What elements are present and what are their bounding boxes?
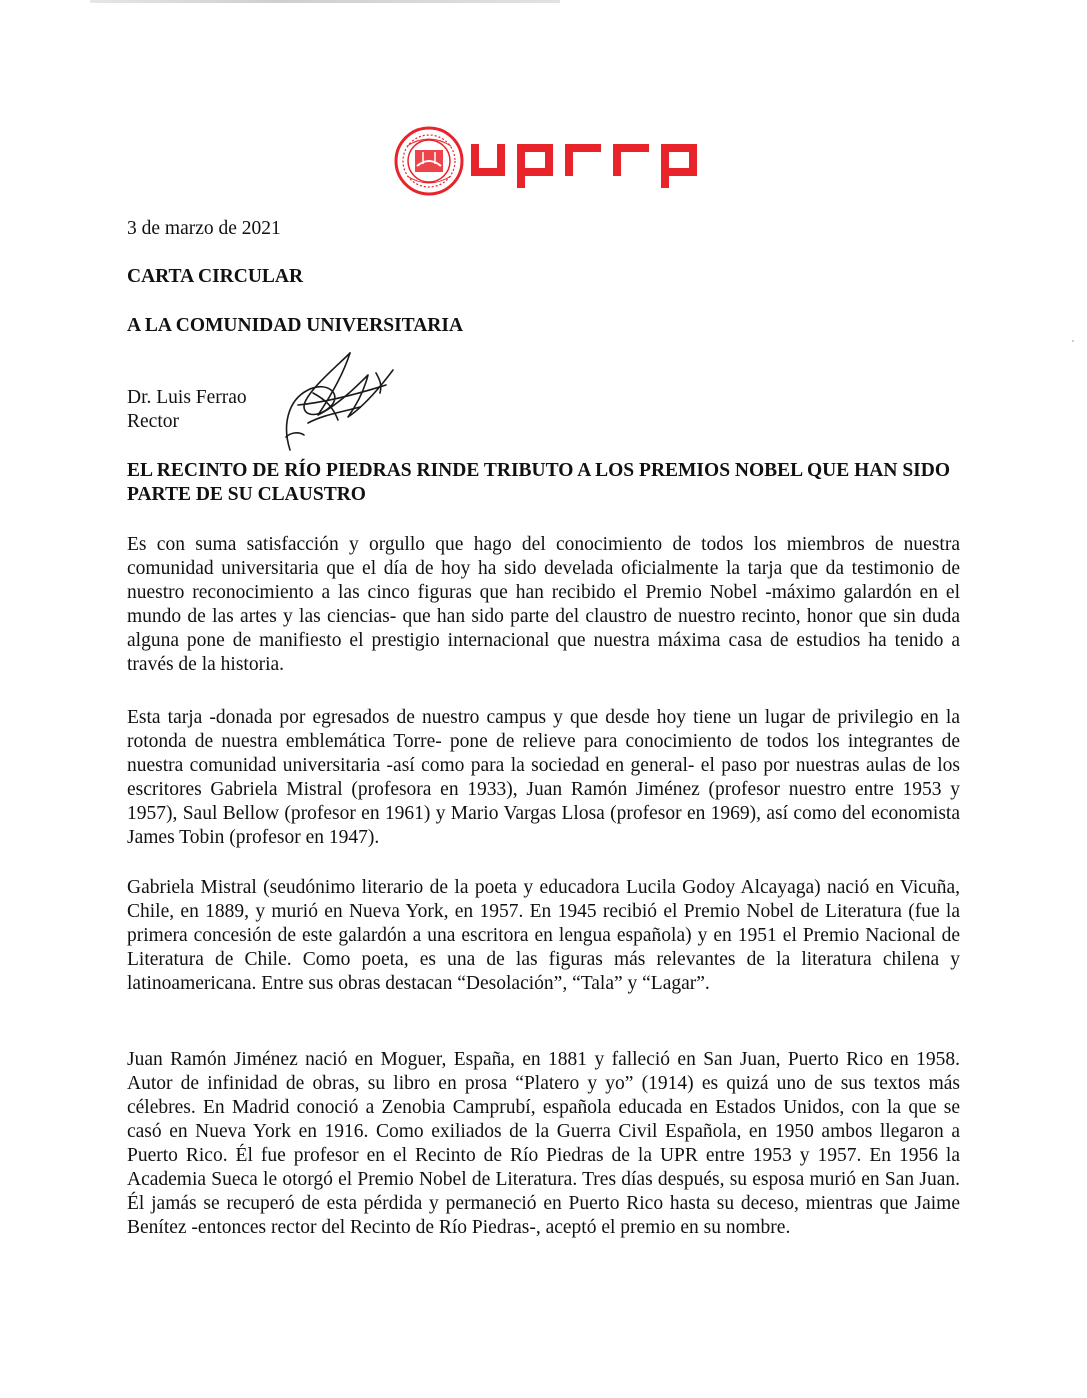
- letter-recipients: A LA COMUNIDAD UNIVERSITARIA: [127, 315, 464, 336]
- author-name: Dr. Luis Ferrao: [127, 387, 247, 408]
- scan-speck: [1072, 340, 1074, 342]
- paragraph: Esta tarja -donada por egresados de nuestro campus y que desde hoy tiene un lugar de privilegio en la rotonda de nuestra emblemática Torre- pone de relieve para conocimiento de todos los integrantes de nuestra comunidad universitaria -así como para la sociedad en general- el paso por nuestras aulas de los escritores Gabriela Mistral (profesora en 1933), Juan Ramón Jiménez (profesor nuestro entre 1953 y 1957), Saul Bellow (profesor en 1961) y Mario Vargas Llosa (profesor en 1969), así como del economista James Tobin (profesor en 1947).: [127, 707, 960, 848]
- seal-icon: [396, 128, 462, 194]
- paragraph: Juan Ramón Jiménez nació en Moguer, España, en 1881 y falleció en San Juan, Puerto Rico en 1958. Autor de infinidad de obras, su libro en prosa “Platero y yo” (1914) es quizá uno de sus textos más célebres. En Madrid conoció a Zenobia Camprubí, española educada en Estados Unidos, con la que se casó en Nueva York en 1916. Como exiliados de la Guerra Civil Española, en 1950 ambos llegaron a Puerto Rico. Él fue profesor en el Recinto de Río Piedras de la UPR entre 1953 y 1957. En 1956 la Academia Sueca le otorgó el Premio Nobel de Literatura. Tres días después, su esposa murió en San Juan. Él jamás se recuperó de esta pérdida y permaneció en Puerto Rico hasta su deceso, mientras que Jaime Benítez -entonces rector del Recinto de Río Piedras-, aceptó el premio en su nombre.: [127, 1049, 960, 1238]
- scan-artifact-line: [90, 0, 560, 3]
- uprrp-logo: [393, 126, 699, 196]
- letter-date: 3 de marzo de 2021: [127, 218, 281, 239]
- author-title: Rector: [127, 411, 179, 432]
- letter-type: CARTA CIRCULAR: [127, 266, 304, 287]
- paragraph: Gabriela Mistral (seudónimo literario de la poeta y educadora Lucila Godoy Alcayaga) nació en Vicuña, Chile, en 1889, y murió en Nueva York, en 1957. En 1945 recibió el Premio Nobel de Literatura (fue la primera concesión de este galardón a una escritora en lengua española) y en 1951 el Premio Nacional de Literatura de Chile. Como poeta, es una de las figuras más relevantes de la literatura chilena y latinoamericana. Entre sus obras destacan “Desolación”, “Tala” y “Lagar”.: [127, 877, 960, 994]
- signature: [268, 345, 408, 460]
- uprrp-wordmark: [471, 144, 697, 188]
- letter-heading: EL RECINTO DE RÍO PIEDRAS RINDE TRIBUTO A LOS PREMIOS NOBEL QUE HAN SIDO PARTE DE SU CLAUSTRO: [127, 460, 950, 505]
- paragraph: Es con suma satisfacción y orgullo que hago del conocimiento de todos los miembros de nuestra comunidad universitaria que el día de hoy ha sido develada oficialmente la tarja que da testimonio de nuestro reconocimiento a las cinco figuras que han recibido el Premio Nobel -máximo galardón en el mundo de las artes y las ciencias- que han sido parte del claustro de nuestro recinto, honor que sin duda alguna pone de manifiesto el prestigio internacional que nuestra máxima casa de estudios ha tenido a través de la historia.: [127, 534, 960, 675]
